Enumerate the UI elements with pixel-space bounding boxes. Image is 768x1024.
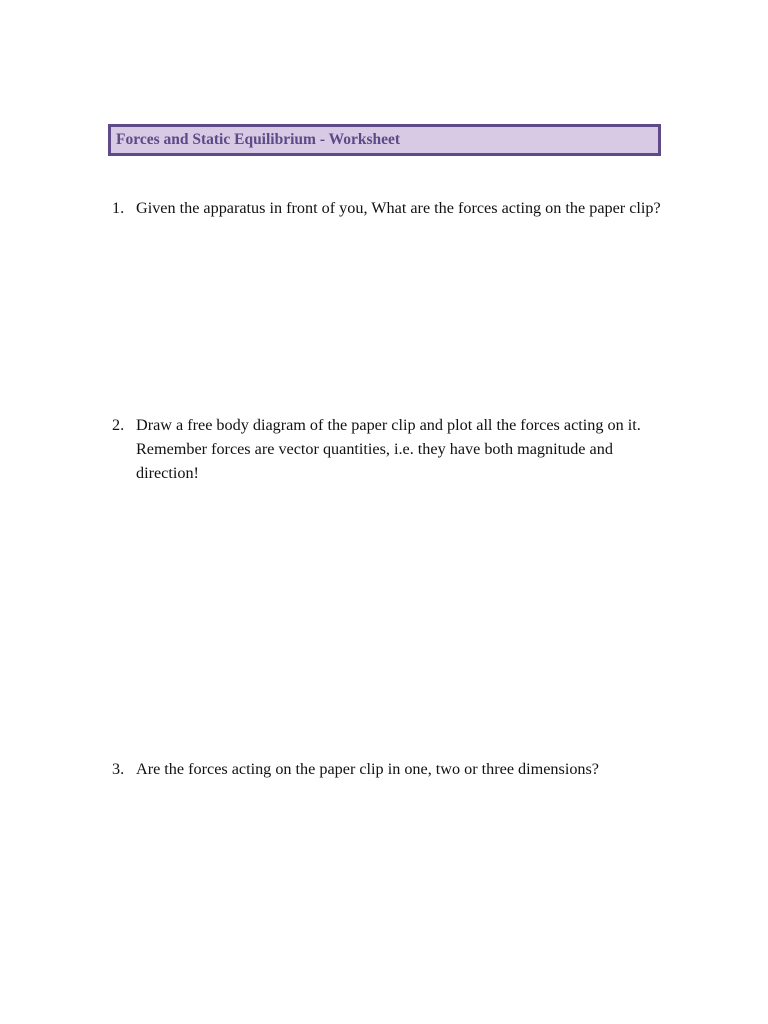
question-1-text: Given the apparatus in front of you, What are the forces acting on the paper clip? bbox=[136, 199, 661, 217]
question-2 bbox=[112, 413, 672, 485]
worksheet-title-box bbox=[108, 124, 661, 156]
worksheet-title: Forces and Static Equilibrium - Worksheet bbox=[116, 131, 401, 148]
question-1 bbox=[112, 196, 672, 220]
question-1-number: 1. bbox=[112, 199, 125, 217]
question-3 bbox=[112, 757, 672, 781]
question-3-number: 3. bbox=[112, 760, 125, 778]
question-2-number: 2. bbox=[112, 416, 125, 434]
question-3-text: Are the forces acting on the paper clip in one, two or three dimensions? bbox=[136, 760, 599, 778]
question-2-text: Draw a free body diagram of the paper clip and plot all the forces acting on it. Remember forces are vector quantities, i.e. they have both magnitude and direction! bbox=[136, 416, 641, 482]
